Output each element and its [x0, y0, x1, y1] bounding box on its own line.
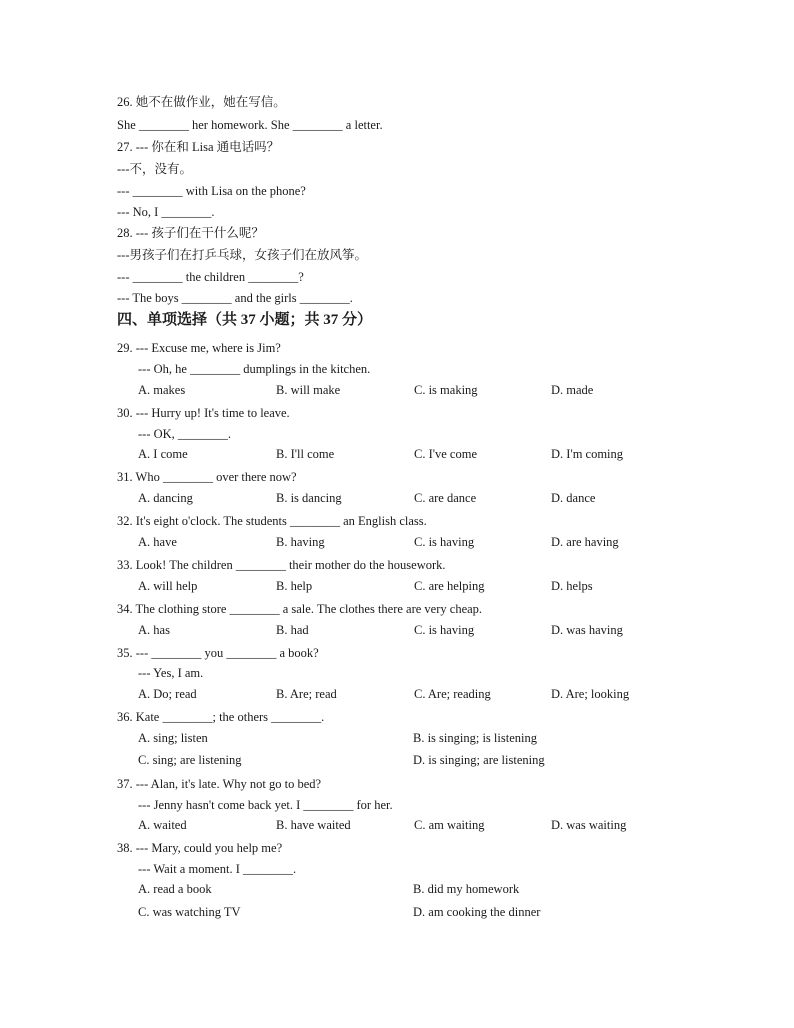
q29-option-b[interactable]: B. will make — [276, 383, 341, 397]
q30-option-b[interactable]: B. I'll come — [276, 447, 335, 461]
q36-option-a[interactable]: A. sing; listen — [138, 731, 208, 745]
q35-option-b[interactable]: B. Are; read — [276, 687, 337, 701]
q29-option-d[interactable]: D. made — [551, 383, 594, 397]
q31-option-d[interactable]: D. dance — [551, 491, 596, 505]
q27-prompt: 27. --- 你在和 Lisa 通电话吗？ — [117, 140, 280, 154]
q36-option-c[interactable]: C. sing; are listening — [138, 753, 242, 767]
q28-question-line: --- ________ the children ________? — [117, 270, 304, 284]
q38-option-b[interactable]: B. did my homework — [413, 882, 520, 896]
q35-stem: 35. --- ________ you ________ a book? — [117, 646, 319, 660]
q35-option-c[interactable]: C. Are; reading — [414, 687, 491, 701]
q30-option-d[interactable]: D. I'm coming — [551, 447, 624, 461]
q33-option-a[interactable]: A. will help — [138, 579, 198, 593]
q26-prompt: 26. 她不在做作业，她在写信。 — [117, 95, 286, 109]
q32-option-d[interactable]: D. are having — [551, 535, 619, 549]
q30-option-c[interactable]: C. I've come — [414, 447, 477, 461]
q29-option-a[interactable]: A. makes — [138, 383, 186, 397]
q38-reply: --- Wait a moment. I ________. — [138, 862, 297, 876]
q33-option-c[interactable]: C. are helping — [414, 579, 485, 593]
q34-option-b[interactable]: B. had — [276, 623, 309, 637]
q37-option-a[interactable]: A. waited — [138, 818, 187, 832]
q35-option-a[interactable]: A. Do; read — [138, 687, 197, 701]
q29-stem: 29. --- Excuse me, where is Jim? — [117, 341, 281, 355]
q27-answer-prompt: ---不，没有。 — [117, 162, 192, 176]
q38-option-a[interactable]: A. read a book — [138, 882, 212, 896]
q38-option-c[interactable]: C. was watching TV — [138, 905, 241, 919]
q35-option-d[interactable]: D. Are; looking — [551, 687, 630, 701]
q34-option-a[interactable]: A. has — [138, 623, 170, 637]
q37-option-d[interactable]: D. was waiting — [551, 818, 627, 832]
q36-option-d[interactable]: D. is singing; are listening — [413, 753, 545, 767]
q30-option-a[interactable]: A. I come — [138, 447, 188, 461]
q31-option-b[interactable]: B. is dancing — [276, 491, 342, 505]
q31-option-c[interactable]: C. are dance — [414, 491, 477, 505]
q31-stem: 31. Who ________ over there now? — [117, 470, 297, 484]
q31-option-a[interactable]: A. dancing — [138, 491, 193, 505]
q33-option-d[interactable]: D. helps — [551, 579, 593, 593]
q30-reply: --- OK, ________. — [138, 427, 232, 441]
q32-option-c[interactable]: C. is having — [414, 535, 475, 549]
q29-reply: --- Oh, he ________ dumplings in the kitchen. — [138, 362, 371, 376]
q34-option-d[interactable]: D. was having — [551, 623, 623, 637]
q27-question-line: --- ________ with Lisa on the phone? — [117, 184, 306, 198]
section-heading: 四、单项选择（共 37 小题；共 37 分） — [117, 312, 373, 328]
q32-option-b[interactable]: B. having — [276, 535, 325, 549]
q37-option-b[interactable]: B. have waited — [276, 818, 351, 832]
q36-option-b[interactable]: B. is singing; is listening — [413, 731, 537, 745]
q27-answer-line: --- No, I ________. — [117, 205, 215, 219]
q35-reply: --- Yes, I am. — [138, 666, 204, 680]
q37-option-c[interactable]: C. am waiting — [414, 818, 485, 832]
q36-stem: 36. Kate ________; the others ________. — [117, 710, 325, 724]
q28-answer-line: --- The boys ________ and the girls ________. — [117, 291, 353, 305]
q29-option-c[interactable]: C. is making — [414, 383, 478, 397]
q34-option-c[interactable]: C. is having — [414, 623, 475, 637]
q34-stem: 34. The clothing store ________ a sale. The clothes there are very cheap. — [117, 602, 483, 616]
q38-option-d[interactable]: D. am cooking the dinner — [413, 905, 541, 919]
q33-option-b[interactable]: B. help — [276, 579, 313, 593]
q32-stem: 32. It's eight o'clock. The students ________ an English class. — [117, 514, 427, 528]
q37-stem: 37. --- Alan, it's late. Why not go to bed? — [117, 777, 322, 791]
q26-sentence: She ________ her homework. She ________ a letter. — [117, 118, 383, 132]
q28-prompt: 28. --- 孩子们在干什么呢？ — [117, 226, 264, 240]
q38-stem: 38. --- Mary, could you help me? — [117, 841, 283, 855]
q30-stem: 30. --- Hurry up! It's time to leave. — [117, 406, 290, 420]
q37-reply: --- Jenny hasn't come back yet. I ________ for her. — [138, 798, 393, 812]
q28-answer-prompt: ---男孩子们在打乒乓球，女孩子们在放风筝。 — [117, 248, 367, 262]
q33-stem: 33. Look! The children ________ their mother do the housework. — [117, 558, 446, 572]
q32-option-a[interactable]: A. have — [138, 535, 177, 549]
